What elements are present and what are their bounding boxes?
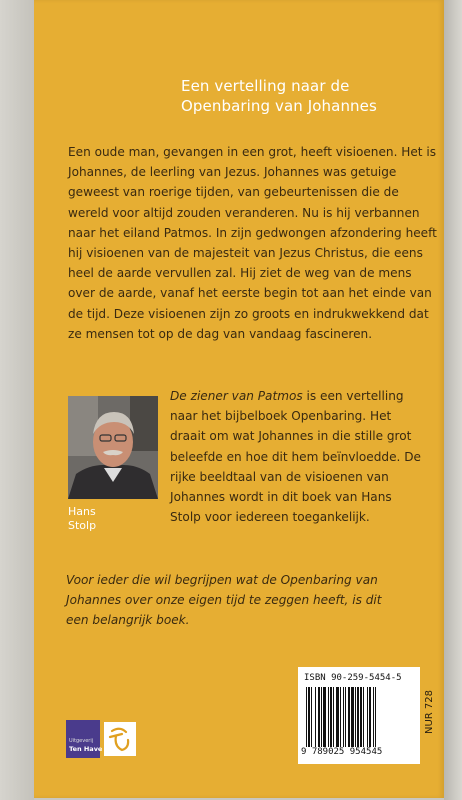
blurb-line: geweest van roerige tijden, van gebeurtenissen die de <box>68 185 399 200</box>
author-last-name: Stolp <box>68 519 97 532</box>
publisher-label: Uitgeverij <box>69 738 94 744</box>
isbn-barcode <box>298 667 420 764</box>
heading-line-1: Een vertelling naar de <box>181 77 350 95</box>
blurb-line: wereld voor altijd zouden veranderen. Nu is hij verbannen <box>68 205 420 220</box>
closing-line: Johannes over onze eigen tijd te zeggen heeft, is dit <box>66 593 382 608</box>
blurb-line: Een oude man, gevangen in een grot, heeft visioenen. Het is <box>68 145 437 159</box>
barcode-bar <box>321 687 322 747</box>
barcode-bar <box>318 687 320 747</box>
blurb-line: de tijd. Deze visioenen zijn zo groots en indrukwekkend dat <box>68 306 429 321</box>
author-caption <box>68 505 158 533</box>
book-title: De ziener van Patmos <box>170 389 303 403</box>
cover-heading <box>181 76 431 116</box>
barcode-bar <box>330 687 332 747</box>
nur-code: NUR 728 <box>424 690 435 735</box>
blurb-line: hij visioenen van de majesteit van Jezus Christus, die eens <box>68 246 423 261</box>
barcode-bar <box>308 687 310 747</box>
barcode-bar <box>363 687 364 747</box>
author-photo <box>68 396 158 499</box>
barcode-bar <box>369 687 371 747</box>
blurb-line: Johannes, de leerling van Jezus. Johannes was getuige <box>68 165 397 180</box>
closing-paragraph <box>66 570 436 631</box>
barcode-bar <box>306 687 307 747</box>
barcode-bar <box>315 687 316 747</box>
about-line: rijke beeldtaal van de visioenen van <box>170 469 389 484</box>
barcode-bar <box>343 687 344 747</box>
barcode-bar <box>355 687 356 747</box>
about-line: Stolp voor iedereen toegankelijk. <box>170 510 370 525</box>
isbn-number: ISBN 90-259-5454-5 <box>304 673 402 683</box>
barcode-bar <box>336 687 339 747</box>
barcode-bar <box>373 687 374 747</box>
barcode-number: 9 789025 954545 <box>301 747 383 757</box>
closing-line: een belangrijk boek. <box>66 613 190 628</box>
about-line: Johannes wordt in dit boek van Hans <box>170 490 392 505</box>
blurb-line: naar het eiland Patmos. In zijn gedwongen afzondering heeft <box>68 225 437 240</box>
about-paragraph <box>170 386 440 527</box>
barcode-bars <box>304 687 414 747</box>
heading-line-2: Openbaring van Johannes <box>181 97 377 115</box>
barcode-bar <box>340 687 341 747</box>
barcode-bar <box>328 687 329 747</box>
publisher-mark-icon <box>104 722 136 756</box>
publisher-name: Ten Have <box>69 745 103 753</box>
about-line: draait om wat Johannes in die stille grot <box>170 429 412 444</box>
about-line: beleefde en hoe dit hem beïnvloedde. De <box>170 449 421 464</box>
barcode-bar <box>351 687 354 747</box>
author-first-name: Hans <box>68 505 96 518</box>
blurb-line: heel de aarde vervullen zal. Hij ziet de weg van de mens <box>68 266 412 281</box>
barcode-bar <box>375 687 376 747</box>
barcode-bar <box>360 687 362 747</box>
blurb-line: over de aarde, vanaf het eerste begin tot aan het einde van <box>68 286 432 301</box>
blurb-line: ze mensen tot op de dag van vandaag fascineren. <box>68 326 373 341</box>
book-spine-edge <box>444 0 462 800</box>
about-line-rest: is een vertelling <box>302 389 404 403</box>
blurb-paragraph <box>68 142 438 344</box>
barcode-bar <box>348 687 350 747</box>
barcode-bar <box>311 687 312 747</box>
barcode-bar <box>323 687 326 747</box>
publisher-logo <box>66 720 103 758</box>
barcode-bar <box>367 687 368 747</box>
barcode-bar <box>333 687 334 747</box>
page-margin <box>0 0 34 800</box>
barcode-bar <box>357 687 359 747</box>
barcode-bar <box>345 687 346 747</box>
about-line: naar het bijbelboek Openbaring. Het <box>170 409 392 424</box>
closing-line: Voor ieder die wil begrijpen wat de Openbaring van <box>66 573 378 587</box>
